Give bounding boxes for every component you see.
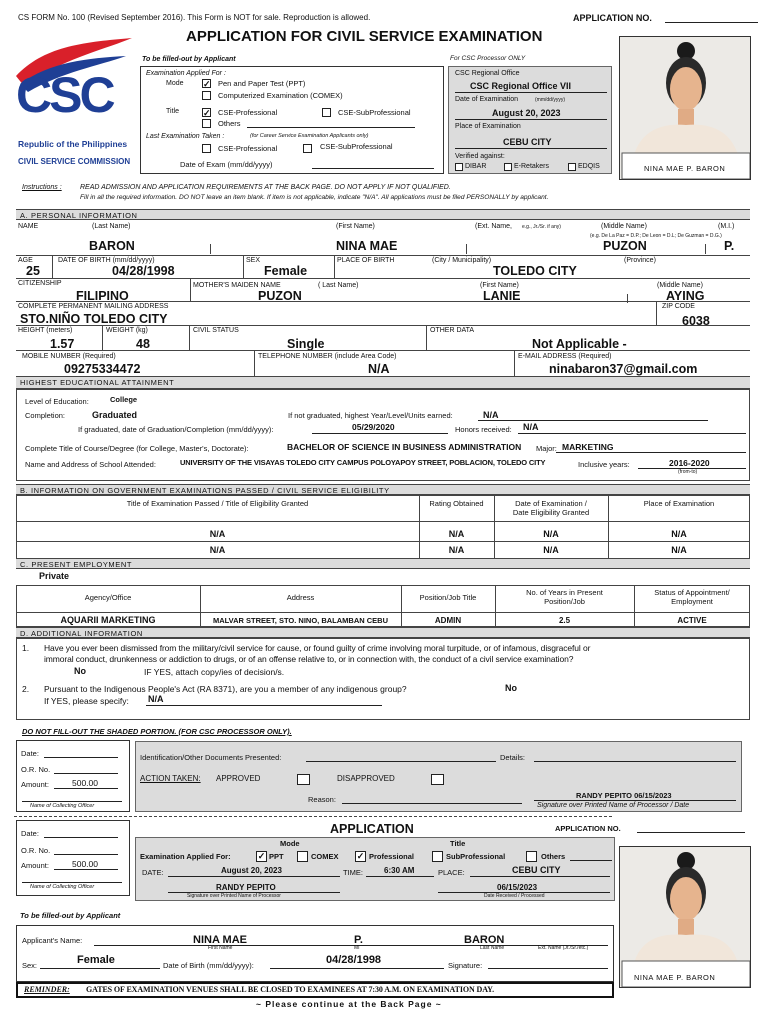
stub-title-label: Title (450, 839, 466, 848)
mmn-middle-label: (Middle Name) (657, 282, 703, 289)
email-value[interactable]: ninabaron37@gmail.com (549, 362, 698, 376)
q2-specify-value[interactable]: N/A (148, 694, 164, 704)
stub-dob-value[interactable]: 04/28/1998 (326, 954, 382, 966)
not-graduated-line (478, 420, 708, 421)
application-no-label: APPLICATION NO. (573, 13, 652, 23)
eligibility-cell[interactable]: N/A (209, 545, 226, 555)
collecting-officer-line (22, 801, 122, 802)
dibar-label: DIBAR (465, 163, 487, 170)
level-value[interactable]: College (110, 395, 138, 404)
mmn-label: MOTHER'S MAIDEN NAME (193, 282, 281, 289)
logo-acronym: CSC (16, 67, 113, 123)
major-value[interactable]: MARKETING (562, 442, 614, 452)
mi-label: (M.I.) (718, 223, 735, 230)
level-label: Level of Education: (25, 397, 89, 406)
title-others-label: Others (218, 119, 241, 128)
photo-caption: NINA MAE P. BARON (644, 164, 726, 173)
mobile-label: MOBILE NUMBER (Required) (22, 353, 116, 360)
not-graduated-label: If not graduated, highest Year/Level/Units earned: (288, 411, 453, 420)
stub-time-label: TIME: (343, 868, 363, 877)
exam-date: August 20, 2023 (492, 108, 561, 118)
stub-processor-label: Signature over Printed Name of Processor (187, 893, 281, 899)
stub-name-label: Applicant's Name: (22, 936, 83, 945)
reason-label: Reason: (308, 795, 336, 804)
other-data-label: OTHER DATA (430, 327, 475, 334)
col-line (426, 325, 427, 350)
logo-line1: Republic of the Philippines (18, 139, 128, 149)
years-header: No. of Years in Present (526, 588, 603, 597)
stub-date-label: Date: (21, 829, 39, 838)
col-line (52, 256, 53, 278)
edqis-checkbox[interactable] (568, 163, 576, 171)
title-professional-checkbox[interactable]: ✓ (203, 108, 211, 118)
name-label: NAME (18, 223, 39, 230)
stub-place-line (470, 876, 610, 877)
last-exam-date-field[interactable] (312, 168, 434, 169)
civil-status-label: CIVIL STATUS (193, 327, 239, 334)
major-line (556, 452, 746, 453)
telephone-value[interactable]: N/A (368, 362, 390, 376)
stub-received-value: 06/15/2023 (497, 883, 538, 892)
stub-signature-field[interactable] (488, 968, 608, 969)
eligibility-cell[interactable]: N/A (448, 529, 465, 539)
sex-value[interactable]: Female (264, 264, 308, 278)
agency-header: Agency/Office (84, 593, 132, 602)
section-c-header: C. PRESENT EMPLOYMENT (16, 558, 750, 569)
stub-sex-label: Sex: (22, 961, 38, 970)
stub-applied-label: Examination Applied For: (140, 852, 231, 861)
q2-answer[interactable]: No (505, 683, 517, 693)
stub-applicant-photo (619, 846, 751, 988)
row-line (16, 350, 750, 351)
mmn-first-label: (First Name) (480, 282, 519, 289)
rating-header: Rating Obtained (429, 499, 484, 508)
receipt-amount-value: 500.00 (72, 778, 98, 788)
title-others-field[interactable] (247, 127, 415, 128)
stub-dob-label: Date of Birth (mm/dd/yyyy): (163, 961, 254, 970)
honors-label: Honors received: (455, 425, 512, 434)
edqis-label: EDQIS (578, 163, 600, 170)
col-line (334, 256, 335, 278)
course-value[interactable]: BACHELOR OF SCIENCE IN BUSINESS ADMINISTRATION (287, 442, 522, 452)
shaded-warning: DO NOT FILL-OUT THE SHADED PORTION. (FOR CSC PROCESSOR ONLY). (22, 727, 292, 736)
mi-value[interactable]: P. (724, 239, 735, 253)
honors-value[interactable]: N/A (523, 422, 539, 432)
mmn-first-value[interactable]: LANIE (483, 289, 521, 303)
mode-label: Mode (166, 80, 184, 87)
regional-line (455, 92, 607, 93)
stub-processor-name: RANDY PEPITO (216, 883, 276, 892)
col-line (656, 301, 657, 325)
years-value[interactable]: 2.5 (558, 616, 571, 625)
eligibility-cell[interactable]: N/A (671, 529, 687, 539)
row-line (16, 255, 750, 256)
eretakers-checkbox[interactable] (504, 163, 512, 171)
verified-label: Verified against: (455, 153, 505, 160)
row-line (16, 278, 750, 279)
title-professional-label: CSE-Professional (218, 108, 278, 117)
inclusive-years-value[interactable]: 2016-2020 (669, 458, 710, 468)
address-label: COMPLETE PERMANENT MAILING ADDRESS (18, 303, 169, 310)
years-header-2: Position/Job (544, 597, 585, 606)
exam-place-line (455, 148, 607, 149)
col-line (190, 279, 191, 301)
employment-address-value[interactable]: MALVAR STREET, STO. NINO, BALAMBAN CEBU (212, 616, 388, 625)
height-label: HEIGHT (meters) (18, 327, 73, 334)
graduation-date-line (312, 433, 448, 434)
name-divider (705, 244, 706, 254)
middle-name-label: (Middle Name) (601, 223, 647, 230)
honors-line (518, 433, 746, 434)
q1-number: 1. (22, 643, 30, 653)
last-subprofessional-checkbox[interactable] (303, 144, 312, 153)
receipt-or-label: O.R. No. (21, 765, 51, 774)
name-divider (466, 244, 467, 254)
stub-name-line (94, 945, 608, 946)
stub-photo-caption: NINA MAE P. BARON (634, 973, 716, 982)
zip-value[interactable]: 6038 (682, 314, 710, 328)
approved-label: APPROVED (216, 774, 261, 783)
mi-hint: (e.g. De La Paz = D.P.; De Leon = D.L; De Guzman = D.G.) (590, 233, 722, 239)
row-line (16, 541, 750, 542)
processor-signature-line (534, 800, 736, 801)
mode-comex-checkbox[interactable] (202, 91, 211, 100)
instructions-line1: READ ADMISSION AND APPLICATION REQUIREMENTS AT THE BACK PAGE. DO NOT APPLY IF NOT QUALIFIED. (80, 184, 451, 191)
graduation-date-value[interactable]: 05/29/2020 (352, 422, 395, 432)
id-documents-label: Identification/Other Documents Presented: (140, 753, 282, 762)
instructions-line2: Fill in all the required information. DO NOT leave an item blank. If item is not applicable, indicate "N/A". All applications must be filed PERSONALLY by applicant. (80, 194, 549, 201)
eligibility-cell[interactable]: N/A (448, 545, 465, 555)
eligibility-title-header: Title of Examination Passed / Title of Eligibility Granted (126, 499, 309, 508)
pob-label: PLACE OF BIRTH (337, 257, 395, 264)
row-line (16, 301, 750, 302)
citizenship-value[interactable]: FILIPINO (76, 289, 129, 303)
stub-title: APPLICATION (330, 822, 414, 836)
stub-others-checkbox[interactable] (526, 851, 537, 862)
exam-place: CEBU CITY (503, 137, 552, 147)
stub-professional-checkbox[interactable]: ✓ (356, 851, 365, 861)
stub-professional-label: Professional (369, 852, 415, 861)
section-b-header: B. INFORMATION ON GOVERNMENT EXAMINATIONS PASSED / CIVIL SERVICE ELIGIBILITY (16, 484, 750, 495)
first-name-label: (First Name) (336, 223, 375, 230)
form-title: APPLICATION FOR CIVIL SERVICE EXAMINATION (186, 28, 543, 45)
eligibility-cell[interactable]: N/A (671, 545, 687, 555)
title-others-checkbox[interactable] (202, 119, 211, 128)
receipt-date-field[interactable] (44, 757, 118, 758)
stub-date-value: August 20, 2023 (221, 866, 282, 875)
approved-checkbox[interactable] (297, 774, 310, 785)
email-label: E-MAIL ADDRESS (Required) (518, 353, 612, 360)
stub-comex-label: COMEX (311, 852, 339, 861)
education-header: HIGHEST EDUCATIONAL ATTAINMENT (16, 376, 750, 389)
last-exam-note: (for Career Service Examination Applicants only) (250, 133, 369, 139)
title-subprofessional-checkbox[interactable] (322, 108, 331, 117)
middle-name-value[interactable]: PUZON (603, 239, 647, 253)
q1-answer[interactable]: No (74, 666, 86, 676)
stub-app-no-label: APPLICATION NO. (555, 824, 621, 833)
graduation-date-label: If graduated, date of Graduation/Completion (mm/dd/yyyy): (78, 425, 274, 434)
stub-ext-label: Ext. Name (Jr./Sr./etc.) (538, 945, 589, 951)
title-subprofessional-label: CSE-SubProfessional (338, 108, 411, 117)
collecting-officer-label: Name of Collecting Officer (30, 803, 95, 809)
q1-text-2: immoral conduct, drunkenness or addiction to drugs, or of an offense relative to, or in connection with, the conduct of a civil service examination? (44, 654, 574, 664)
applicant-photo (619, 36, 751, 180)
row-line (16, 325, 750, 326)
action-taken-label: ACTION TAKEN: (140, 774, 201, 783)
application-no-field[interactable] (665, 22, 758, 23)
stub-date-field[interactable] (44, 837, 118, 838)
school-label: Name and Address of School Attended: (25, 460, 156, 469)
status-header: Status of Appointment/ (654, 588, 730, 597)
weight-value[interactable]: 48 (136, 337, 150, 351)
status-header-2: Employment (671, 597, 713, 606)
stub-sex-line (40, 968, 160, 969)
height-value[interactable]: 1.57 (50, 337, 75, 351)
dibar-checkbox[interactable] (455, 163, 463, 171)
last-name-value[interactable]: BARON (89, 239, 135, 253)
cut-line (14, 816, 612, 817)
school-value[interactable]: UNIVERSITY OF THE VISAYAS TOLEDO CITY CAMPUS POLOYAPOY STREET, POBLACION, TOLEDO CITY (180, 458, 546, 467)
stub-date-line (168, 876, 340, 877)
agency-value[interactable]: AQUARII MARKETING (60, 615, 156, 625)
stub-received-label: Date Received / Processed (484, 893, 545, 899)
employment-status-value[interactable]: ACTIVE (677, 616, 707, 625)
section-d-header: D. ADDITIONAL INFORMATION (16, 627, 750, 638)
eretakers-label: E-Retakers (514, 163, 550, 170)
stub-time-value: 6:30 AM (384, 866, 415, 875)
stub-or-label: O.R. No. (21, 846, 51, 855)
sex-label: SEX (246, 257, 261, 264)
stub-first-name[interactable]: NINA MAE (193, 934, 247, 946)
csc-logo (14, 36, 136, 176)
details-field[interactable] (534, 761, 736, 762)
weight-label: WEIGHT (kg) (106, 327, 148, 334)
address-value[interactable]: STO.NIÑO TOLEDO CITY (20, 312, 168, 326)
stub-sex-value[interactable]: Female (77, 954, 115, 966)
last-exam-label: Last Examination Taken : (146, 133, 225, 140)
q1-text: Have you ever been dismissed from the military/civil service for cause, or found guilty of crime involving moral turpitude, or of infamous, disgraceful or (44, 643, 591, 653)
stub-mi-label: MI (354, 945, 360, 951)
age-label: AGE (18, 257, 33, 264)
stub-last-name[interactable]: BARON (464, 934, 505, 946)
reminder-label: REMINDER: (24, 985, 70, 994)
section-a-header: A. PERSONAL INFORMATION (16, 209, 750, 220)
stub-or-field[interactable] (54, 854, 118, 855)
from-to-hint: (from-to) (678, 469, 698, 475)
mode-ppt-label: Pen and Paper Test (PPT) (218, 79, 306, 88)
stub-subprofessional-checkbox[interactable] (432, 851, 443, 862)
exam-date-header: Date of Examination / (515, 499, 587, 508)
receipt-amount-line (54, 788, 118, 789)
reminder-text: GATES OF EXAMINATION VENUES SHALL BE CLOSED TO EXAMINEES AT 7:30 A.M. ON EXAMINATION DAY. (86, 985, 494, 994)
last-exam-date-label: Date of Exam (mm/dd/yyyy) (180, 160, 273, 169)
citizenship-label: CITIZENSHIP (18, 280, 62, 287)
stub-amount-value: 500.00 (72, 859, 98, 869)
stub-subprofessional-label: SubProfessional (446, 852, 506, 861)
pob-city-label: (City / Municipality) (432, 257, 492, 264)
stub-date-label-2: DATE: (142, 868, 164, 877)
processor-signature: RANDY PEPITO 06/15/2023 (576, 791, 672, 800)
completion-label: Completion: (25, 411, 66, 420)
col-line (254, 350, 255, 376)
address-header: Address (286, 593, 315, 602)
q2-if-yes: If YES, please specify: (44, 696, 129, 706)
not-graduated-value[interactable]: N/A (483, 410, 499, 420)
major-label: Major: (536, 444, 557, 453)
instructions-label: Instructions : (22, 184, 62, 191)
continue-note: ~ Please continue at the Back Page ~ (256, 999, 442, 1009)
employment-status[interactable]: Private (39, 571, 70, 581)
name-divider (210, 244, 211, 254)
eligibility-cell[interactable]: N/A (543, 545, 559, 555)
portrait-icon (620, 37, 751, 180)
telephone-label: TELEPHONE NUMBER (include Area Code) (258, 353, 397, 360)
stub-others-label: Others (541, 852, 566, 861)
stub-last-label: Last Name (480, 945, 505, 951)
stub-portrait-icon (620, 847, 751, 988)
stub-ppt-label: PPT (269, 852, 284, 861)
stub-applicant-note: To be filled-out by Applicant (20, 911, 121, 920)
last-professional-checkbox[interactable] (202, 144, 211, 153)
exam-place-label: Place of Examination (455, 123, 521, 130)
stub-others-field[interactable] (570, 860, 612, 861)
receipt-or-field[interactable] (54, 773, 118, 774)
q1-if-yes: IF YES, attach copy/ies of decision/s. (144, 667, 285, 677)
stub-app-no-field[interactable] (637, 832, 745, 833)
exam-date-hint: (mm/dd/yyyy) (535, 97, 565, 103)
title-label: Title (166, 108, 179, 115)
col-line (102, 325, 103, 350)
exam-place-header: Place of Examination (643, 499, 715, 508)
dob-label: DATE OF BIRTH (mm/dd/yyyy) (58, 257, 155, 264)
mmn-middle-value[interactable]: AYING (666, 289, 705, 303)
eligibility-cell[interactable]: N/A (543, 529, 559, 539)
stub-time-line (366, 876, 434, 877)
mobile-value[interactable]: 09275334472 (64, 362, 141, 376)
course-label: Complete Title of Course/Degree (for College, Master's, Doctorate): (25, 444, 249, 453)
exam-date-line (455, 119, 607, 120)
details-label: Details: (500, 753, 526, 762)
zip-label: ZIP CODE (662, 303, 695, 310)
row-line (16, 612, 750, 613)
mode-comex-label: Computerized Examination (COMEX) (218, 91, 343, 100)
ext-name-hint: e.g., Jr./Sr. if any) (522, 224, 561, 230)
col-line (189, 325, 190, 350)
q2-specify-line (146, 705, 382, 706)
last-professional-label: CSE-Professional (218, 144, 278, 153)
stub-signature-label: Signature: (448, 961, 483, 970)
ext-name-label: (Ext. Name, (475, 223, 512, 230)
pob-province-label: (Province) (624, 257, 656, 264)
applicant-note: To be filled-out by Applicant (142, 56, 236, 63)
stub-dob-line (270, 968, 444, 969)
regional-office: CSC Regional Office VII (470, 81, 572, 91)
other-data-value[interactable]: Not Applicable - (532, 337, 627, 351)
disapproved-label: DISAPPROVED (337, 774, 395, 783)
q2-text: Pursuant to the Indigenous People's Act (RA 8371), are you a member of any indigenous group? (44, 684, 407, 694)
mmn-last-label: ( Last Name) (318, 282, 359, 289)
position-value[interactable]: ADMIN (434, 616, 462, 625)
receipt-amount-label: Amount: (21, 780, 49, 789)
regional-label: CSC Regional Office (455, 70, 520, 77)
stub-mi[interactable]: P. (354, 934, 363, 946)
mode-ppt-checkbox[interactable]: ✓ (203, 79, 211, 89)
stub-amount-label: Amount: (21, 861, 49, 870)
stub-amount-line (54, 869, 118, 870)
last-subprofessional-label: CSE-SubProfessional (320, 142, 393, 151)
exam-date-label: Date of Examination (455, 96, 519, 103)
stub-place-label: PLACE: (438, 868, 465, 877)
stub-comex-checkbox[interactable] (297, 851, 308, 862)
id-documents-field[interactable] (306, 761, 496, 762)
form-number: CS FORM No. 100 (Revised September 2016). This Form is NOT for sale. Reproduction is allowed. (18, 13, 371, 22)
processor-note: For CSC Processor ONLY (450, 55, 526, 62)
stub-mode-label: Mode (280, 839, 300, 848)
civil-status-value[interactable]: Single (287, 337, 325, 351)
completion-value[interactable]: Graduated (92, 410, 138, 420)
col-line (243, 256, 244, 278)
last-name-label: (Last Name) (92, 223, 131, 230)
stub-place-value: CEBU CITY (512, 865, 561, 875)
age-value[interactable]: 25 (26, 264, 40, 278)
stub-collecting-label: Name of Collecting Officer (30, 884, 95, 890)
first-name-value[interactable]: NINA MAE (336, 239, 398, 253)
position-header: Position/Job Title (419, 593, 477, 602)
reason-field[interactable] (342, 803, 522, 804)
row-line (16, 521, 750, 522)
exam-applied-label: Examination Applied For : (146, 70, 226, 77)
inclusive-years-label: Inclusive years: (578, 460, 630, 469)
col-line (514, 350, 515, 376)
exam-date-header-2: Date Eligibility Granted (512, 508, 590, 517)
processor-signature-label: Signature over Printed Name of Processor / Date (537, 802, 690, 809)
stub-collecting-line (22, 882, 122, 883)
receipt-date-label: Date: (21, 749, 39, 758)
stub-ppt-checkbox[interactable]: ✓ (257, 851, 266, 861)
q2-number: 2. (22, 684, 30, 694)
pob-city-value[interactable]: TOLEDO CITY (493, 264, 577, 278)
dob-value[interactable]: 04/28/1998 (112, 264, 175, 278)
stub-first-label: First Name (208, 945, 233, 951)
mmn-last-value[interactable]: PUZON (258, 289, 302, 303)
logo-line2: CIVIL SERVICE COMMISSION (18, 157, 131, 166)
disapproved-checkbox[interactable] (431, 774, 444, 785)
eligibility-cell[interactable]: N/A (209, 529, 226, 539)
